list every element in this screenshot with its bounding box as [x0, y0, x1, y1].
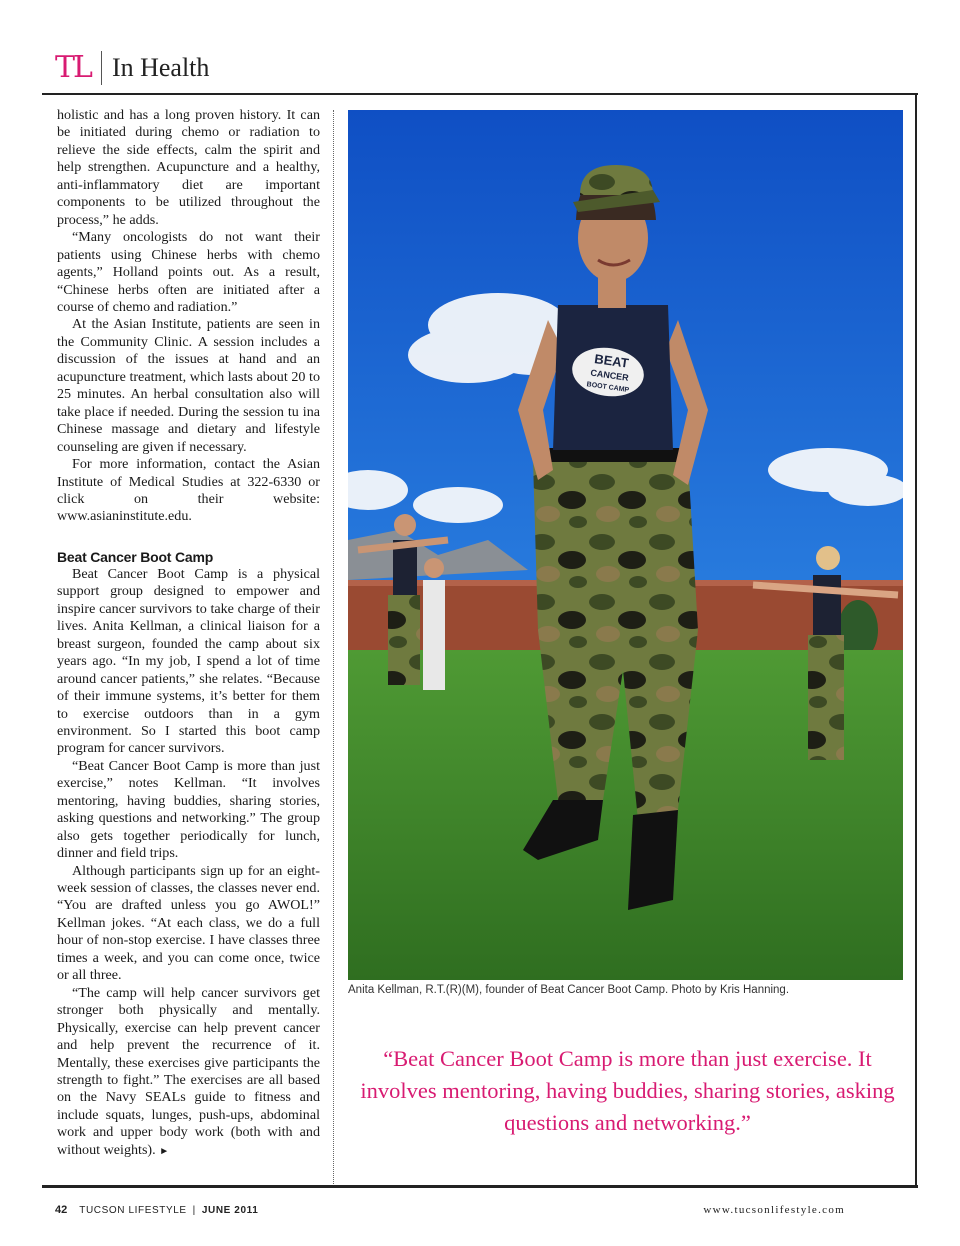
header-divider: [101, 51, 102, 85]
magazine-name: TUCSON LIFESTYLE: [79, 1205, 187, 1216]
issue-date: JUNE 2011: [201, 1205, 259, 1216]
article-body: [57, 107, 320, 1160]
page-header: [55, 48, 209, 88]
paragraph: “Beat Cancer Boot Camp is more than just exercise,” notes Kellman. “It involves mentoring, having buddies, sharing stories, asking questions and networking.” The group also gets together periodically for lunch, dinner and field trips.: [57, 757, 320, 862]
page-number: 42: [55, 1204, 68, 1216]
paragraph: “Many oncologists do not want their patients using Chinese herbs with chemo agents,” Holland points out. As a result, “Chinese herbs often are initiated after a course of chemo and radiation.”: [57, 229, 320, 315]
top-rule: [42, 93, 918, 95]
photo-caption: Anita Kellman, R.T.(R)(M), founder of Beat Cancer Boot Camp. Photo by Kris Hanning.: [348, 984, 790, 996]
paragraph: At the Asian Institute, patients are seen in the Community Clinic. A session includes a discussion of the issues at hand and an acupuncture treatment, which lasts about 20 to 25 minutes. An herbal consultation also will take place if needed. During the session tu ina Chinese massage and dietary and lifestyle counseling are given if necessary.: [57, 316, 320, 455]
article-photo: [348, 110, 903, 980]
subhead: Beat Cancer Boot Camp: [57, 548, 214, 565]
pull-quote: “Beat Cancer Boot Camp is more than just exercise. It involves mentoring, having buddies, sharing stories, asking questions and networking.”: [360, 1046, 895, 1135]
section-title: In Health: [111, 53, 210, 82]
paragraph: For more information, contact the Asian Institute of Medical Studies at 322-6330 or click on their website: www.asianinstitute.edu.: [57, 456, 320, 525]
footer-separator: |: [192, 1205, 196, 1216]
shirt-text-beat: BEAT: [593, 351, 630, 371]
bottom-rule: [42, 1185, 918, 1188]
shirt-text-cancer: CANCER: [589, 367, 630, 383]
paragraph: holistic and has a long proven history. It can be initiated during chemo or radiation to relieve the side effects, calm the spirit and help strengthen. Acupuncture and a healthy, anti-inflammatory diet are important components to be utilized throughout the process,” he adds.: [57, 107, 320, 228]
photo-illustration: [348, 110, 903, 980]
footer-folio: [55, 1204, 258, 1216]
column-divider: [333, 110, 334, 1188]
shirt-text-bootcamp: BOOT CAMP: [586, 381, 630, 395]
end-mark-icon: ►: [159, 1145, 170, 1157]
paragraph: Beat Cancer Boot Camp is a physical support group designed to empower and inspire cancer survivors to take charge of their lives. Anita Kellman, a clinical liaison for a breast surgeon, founded the camp about six years ago. “In my job, I spend a lot of time around cancer patients,” she relates. “Because of their immune systems, it’s better for them to exercise outdoors than in a gym environment. So I started this boot camp program for cancer survivors.: [57, 565, 320, 757]
footer-website: www.tucsonlifestyle.com: [703, 1204, 845, 1216]
paragraph: Although participants sign up for an eight-week session of classes, the classes never end. “You are drafted unless you go AWOL!” Kellman jokes. “At each class, we do a full hour of non-stop exercise. I have classes three times a week, and you can come once, twice or all three.: [57, 862, 320, 984]
frame-right-rule: [915, 93, 917, 1187]
paragraph-text: “The camp will help cancer survivors get stronger both physically and mentally. Physically, exercise can help prevent cancer and help prevent the recurrence of it. Mentally, these exercises give participants the strength to fight.” The exercises are all based on the Navy SEALs guide to fitness and include squats, lunges, push-ups, abdominal work and upper body work (both with and without weights).: [57, 984, 320, 1158]
paragraph: [57, 985, 320, 1161]
magazine-logo: TL: [55, 50, 91, 85]
